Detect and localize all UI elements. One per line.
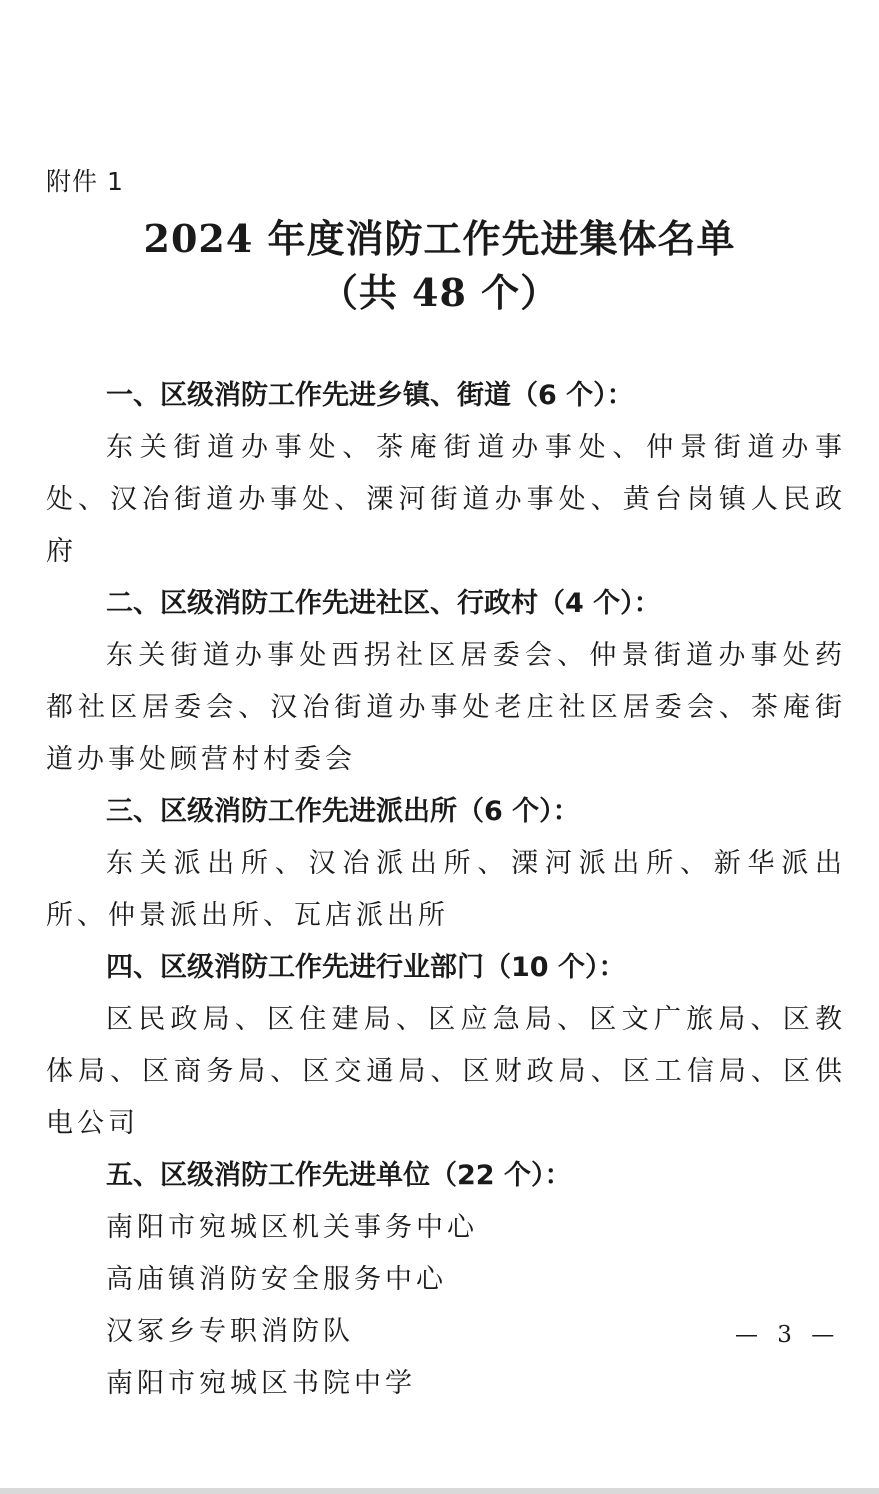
section-1 <box>46 370 846 578</box>
section-text: 东关街道办事处、茶庵街道办事处、仲景街道办事处、汉冶街道办事处、溧河街道办事处、黄台岗镇人民政府 <box>46 432 846 567</box>
page-bottom-divider <box>0 1488 879 1494</box>
list-item: 高庙镇消防安全服务中心 <box>106 1264 447 1295</box>
section-heading: 三、区级消防工作先进派出所（6 个）： <box>106 796 580 827</box>
list-item: 南阳市宛城区书院中学 <box>106 1368 416 1399</box>
section-heading: 二、区级消防工作先进社区、行政村（4 个）： <box>106 588 661 619</box>
attachment-label: 附件 1 <box>46 167 124 196</box>
section-3 <box>46 786 846 942</box>
list-item: 南阳市宛城区机关事务中心 <box>106 1212 478 1243</box>
section-text: 区民政局、区住建局、区应急局、区文广旅局、区教体局、区商务局、区交通局、区财政局、区工信局、区供电公司 <box>46 1004 846 1139</box>
section-heading: 一、区级消防工作先进乡镇、街道（6 个）： <box>106 380 634 411</box>
section-text: 东关派出所、汉冶派出所、溧河派出所、新华派出所、仲景派出所、瓦店派出所 <box>46 848 846 931</box>
document-subtitle-count: （共 48 个） <box>319 270 560 315</box>
document-body <box>46 370 846 1410</box>
list-item: 汉冢乡专职消防队 <box>106 1316 354 1347</box>
section-heading: 四、区级消防工作先进行业部门（10 个）： <box>106 952 626 983</box>
section-2 <box>46 578 846 786</box>
section-5 <box>46 1150 846 1410</box>
section-heading: 五、区级消防工作先进单位（22 个）： <box>106 1160 572 1191</box>
document-title: 2024 年度消防工作先进集体名单 <box>143 216 736 261</box>
page-number: — 3 — <box>735 1322 841 1348</box>
section-4 <box>46 942 846 1150</box>
section-text: 东关街道办事处西拐社区居委会、仲景街道办事处药都社区居委会、汉冶街道办事处老庄社区居委会、茶庵街道办事处顾营村村委会 <box>46 640 846 775</box>
